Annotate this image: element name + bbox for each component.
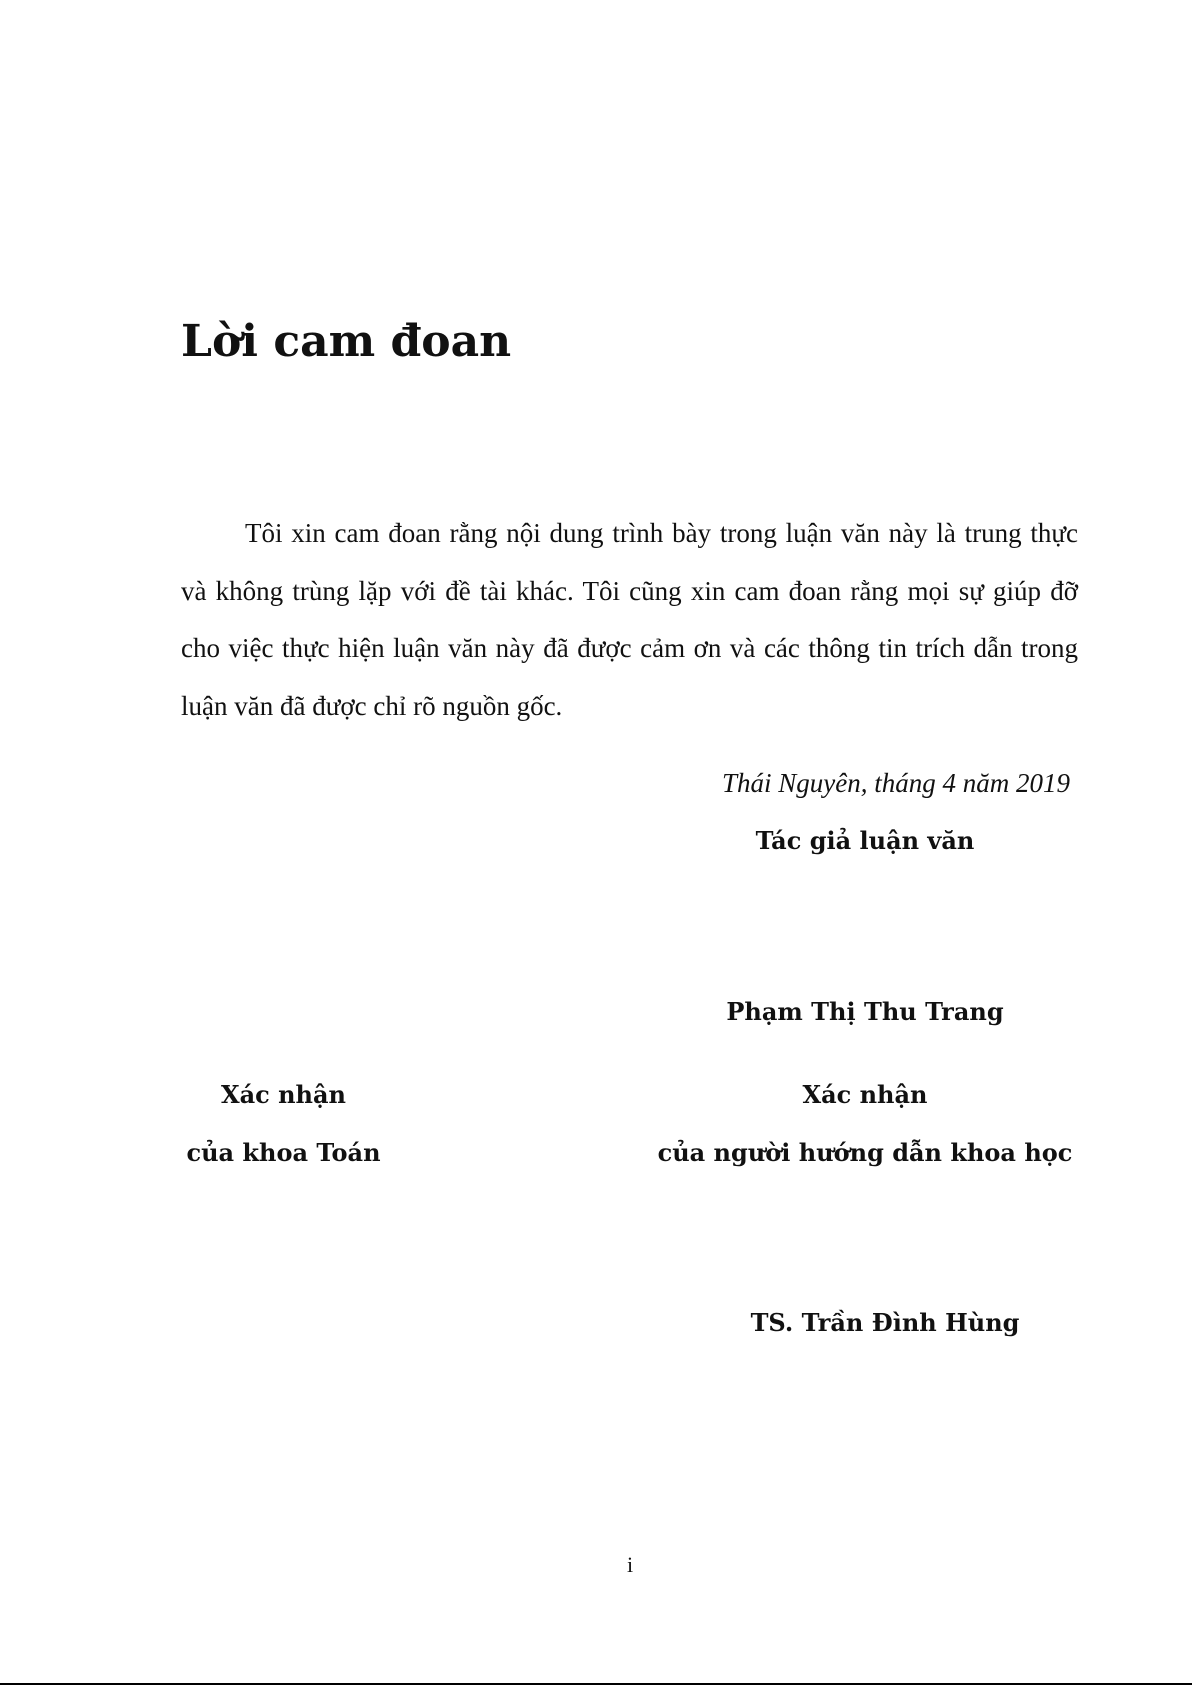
author-name: Phạm Thị Thu Trang bbox=[726, 997, 1004, 1026]
place-date-line: Thái Nguyên, tháng 4 năm 2019 bbox=[722, 768, 1070, 798]
page-number: i bbox=[626, 1552, 634, 1577]
author-label: Tác giả luận văn bbox=[755, 826, 975, 855]
advisor-name: TS. Trần Đình Hùng bbox=[750, 1308, 1020, 1337]
department-confirmation-label: Xác nhận bbox=[220, 1080, 347, 1109]
department-name: của khoa Toán bbox=[186, 1138, 381, 1167]
advisor-confirmation-label: Xác nhận bbox=[802, 1080, 928, 1109]
advisor-role: của người hướng dẫn khoa học bbox=[657, 1138, 1073, 1167]
page-title: Lời cam đoan bbox=[181, 316, 512, 367]
declaration-paragraph: Tôi xin cam đoan rằng nội dung trình bày trong luận văn này là trung thực và không trùng lặp với đề tài khác. Tôi cũng xin cam đoan rằng mọi sự giúp đỡ cho việc thực hiện luận văn này đã được cảm ơn và các thông tin trích dẫn trong luận văn đã được chỉ rõ nguồn gốc. bbox=[181, 518, 1078, 721]
